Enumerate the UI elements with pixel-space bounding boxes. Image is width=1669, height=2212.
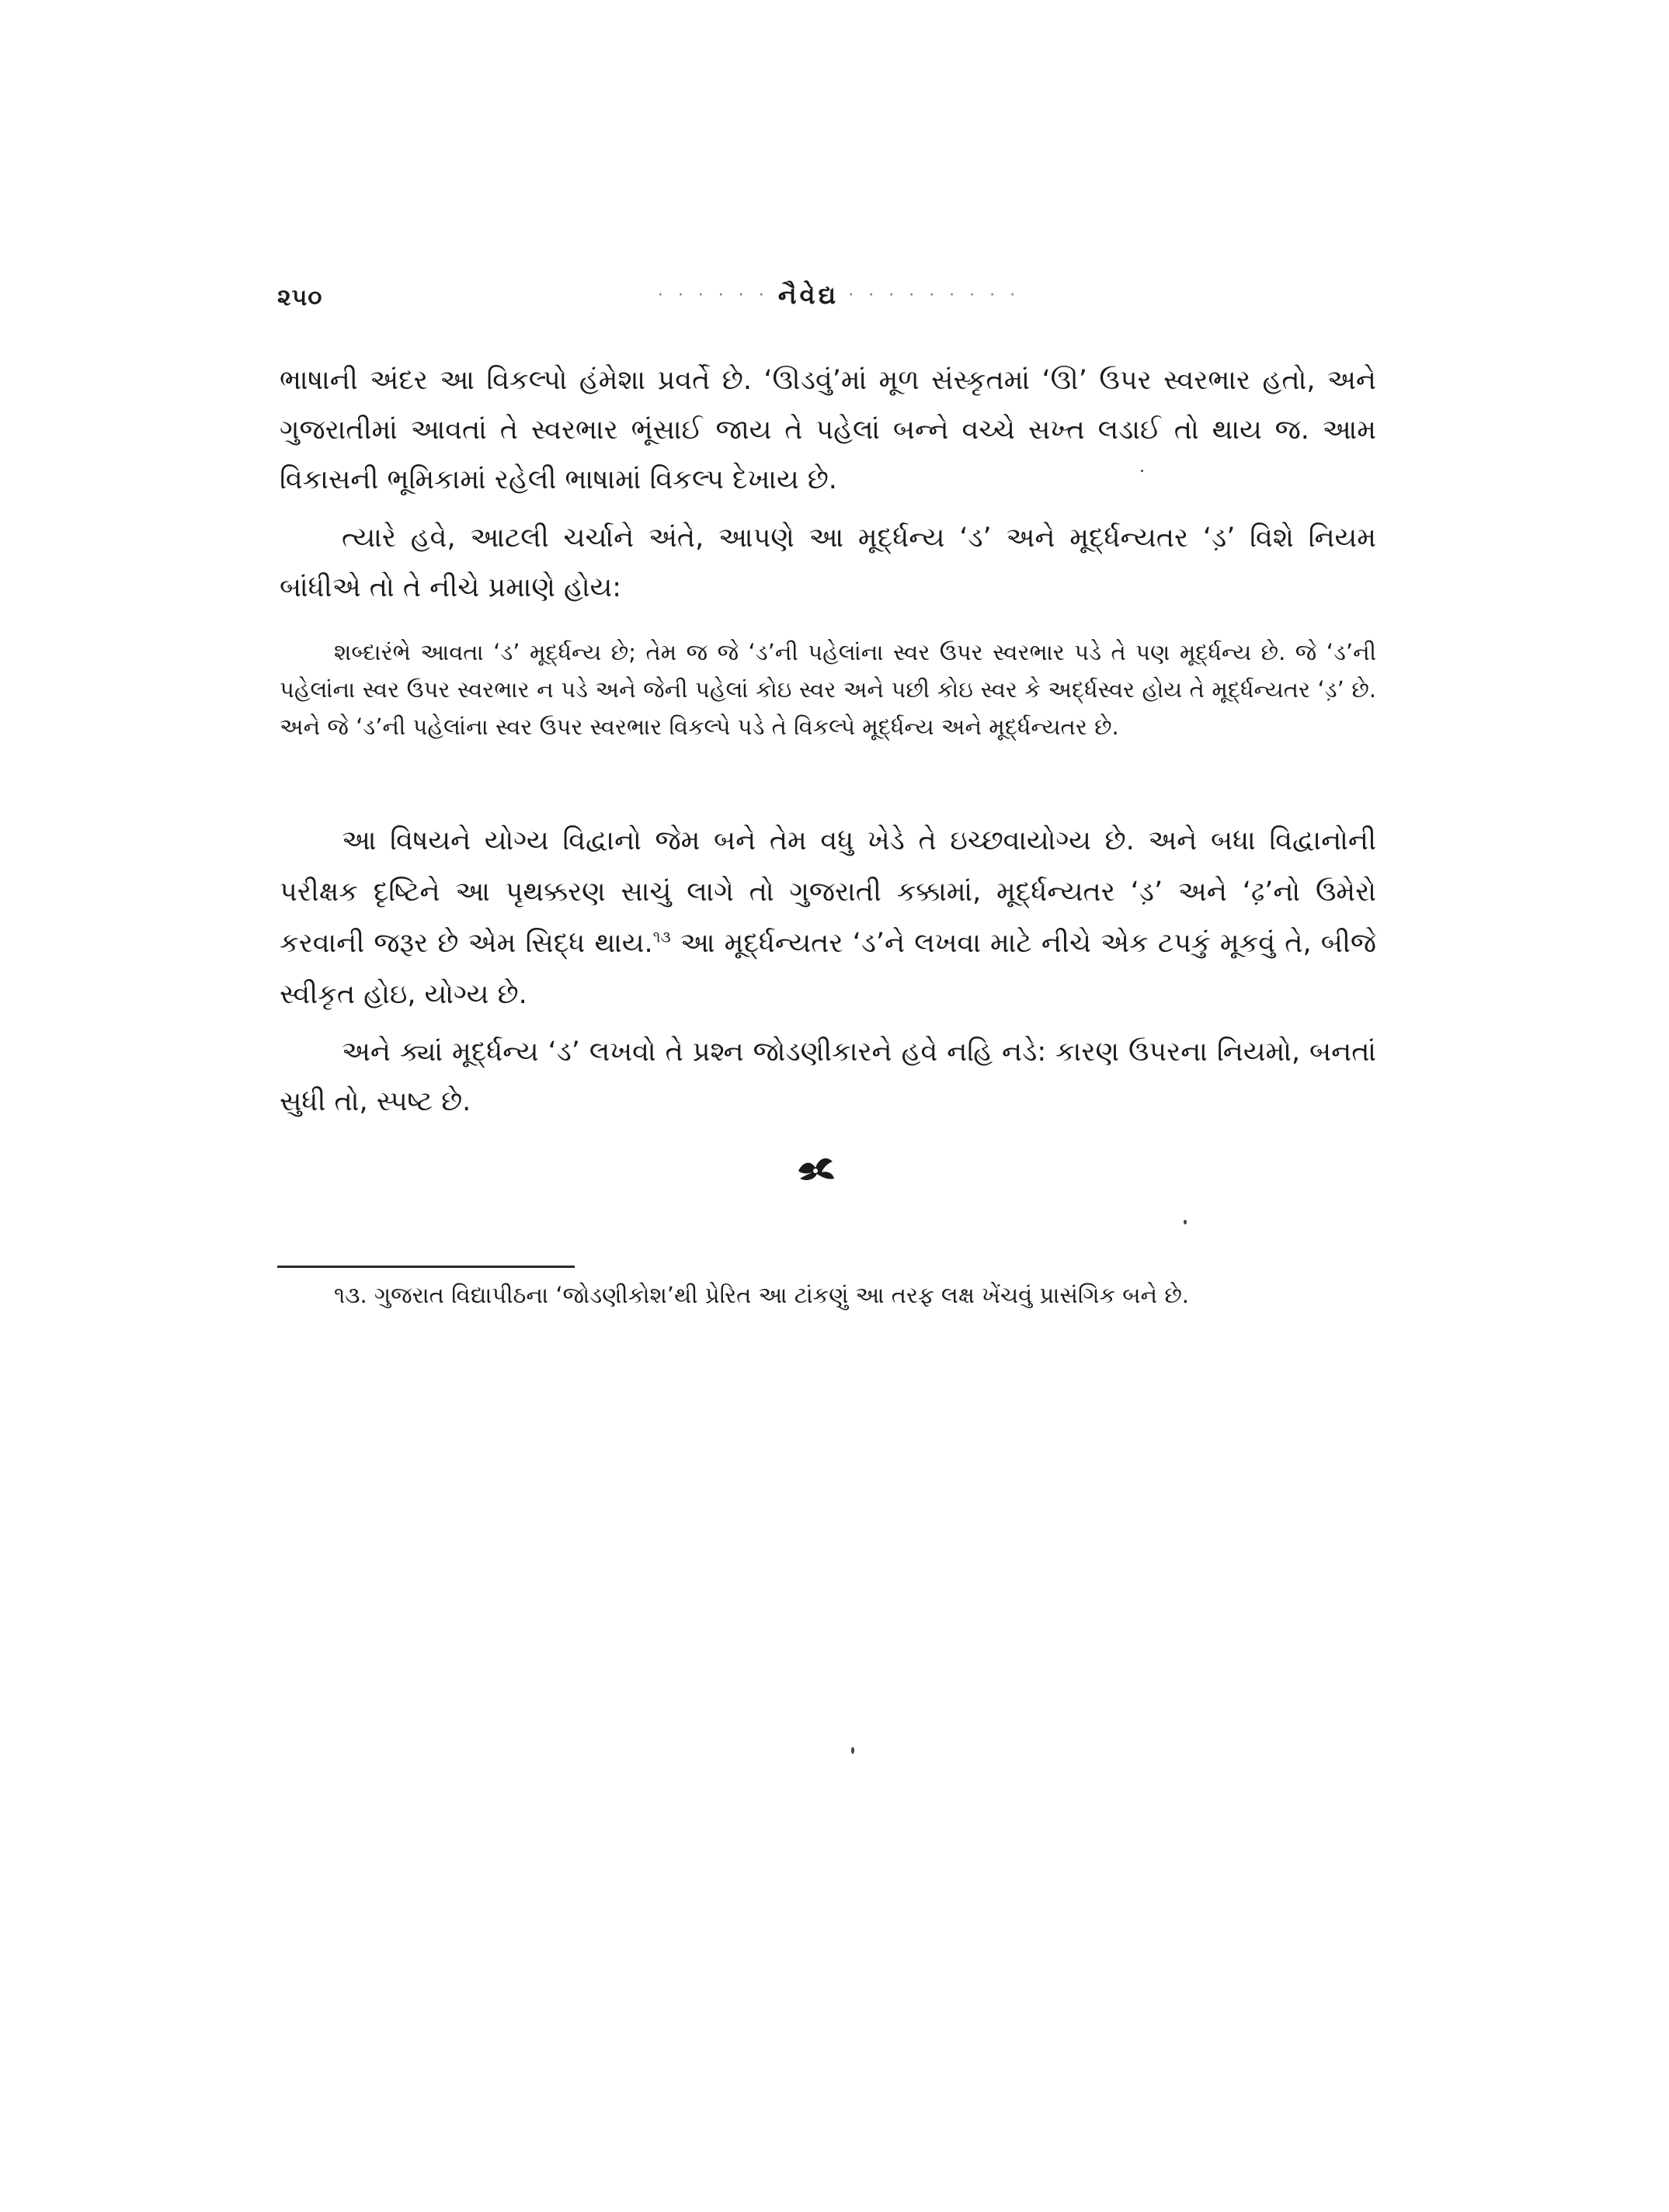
paragraph-4-text-a: આ વિષયને યોગ્ય વિદ્વાનો જેમ બને તેમ વધુ ખેડે તે ઇચ્છવાયોગ્ય છે. અને બધા વિદ્વાનોની પરીક્ષક દૃષ્ટિને આ પૃથક્કરણ સાચું લાગે તો ગુજરાતી કક્કામાં, મૂર્દ્ધન્યતર ‘ડ઼’ અને ‘ઢ઼’નો ઉમેરો કરવાની જરૂર છે એમ સિદ્ધ થાય. <box>280 825 1376 959</box>
running-head-dots-right: · · · · · · · · · <box>848 285 1021 305</box>
running-head <box>544 280 1134 311</box>
page-number: ૨૫૦ <box>277 284 323 311</box>
scan-speck <box>851 1747 854 1754</box>
rule-paragraph: શબ્દારંભે આવતા ‘ડ’ મૂર્દ્ધન્ય છે; તેમ જ જે ‘ડ’ની પહેલાંના સ્વર ઉપર સ્વરભાર પડે તે પણ મૂર્દ્ધન્ય છે. જે ‘ડ’ની પહેલાંના સ્વર ઉપર સ્વરભાર ન પડે અને જેની પહેલાં કોઇ સ્વર અને પછી કોઇ સ્વર કે અર્દ્ધસ્વર હોય તે મૂર્દ્ધન્યતર ‘ડ઼’ છે. અને જે ‘ડ’ની પહેલાંના સ્વર ઉપર સ્વરભાર વિકલ્પે પડે તે વિકલ્પે મૂર્દ્ધન્ય અને મૂર્દ્ધન્યતર છે. <box>280 639 1376 740</box>
running-head-dots-left: · · · · · · <box>657 285 769 305</box>
footnote-reference: ૧૩ <box>652 927 671 946</box>
running-head-title: નૈવેદ્ય <box>777 280 840 310</box>
paragraph-4-text-b: આ મૂર્દ્ધન્યતર ‘ડ’ને લખવા માટે નીચે એક ટપકું મૂકવું તે, બીજે સ્વીકૃત હોઇ, યોગ્ય છે. <box>280 928 1377 1010</box>
paragraph-4 <box>280 815 1376 1020</box>
scan-speck <box>1141 470 1143 472</box>
scan-speck <box>1184 1220 1187 1224</box>
paragraph-2: ત્યારે હવે, આટલી ચર્ચાને અંતે, આપણે આ મૂર્દ્ધન્ય ‘ડ’ અને મૂર્દ્ધન્યતર ‘ડ઼’ વિશે નિયમ બાંધીએ તો તે નીચે પ્રમાણે હોય: <box>280 523 1376 603</box>
footnote-divider <box>277 1266 575 1268</box>
paragraph-5: અને ક્યાં મૂર્દ્ધન્ય ‘ડ’ લખવો તે પ્રશ્ન જોડણીકારને હવે નહિ નડે: કારણ ઉપરના નિયમો, બનતાં સુધી તો, સ્પષ્ટ છે. <box>280 1037 1376 1117</box>
footnote: ૧૩. ગુજરાત વિદ્યાપીઠના ‘જોડણીકોશ’થી પ્રેરિત આ ટાંકણું આ તરફ લક્ષ ખેંચવું પ્રાસંગિક બને છે. <box>334 1282 1190 1308</box>
paragraph-1: ભાષાની અંદર આ વિકલ્પો હંમેશા પ્રવર્તે છે. ‘ઊડવું’માં મૂળ સંસ્કૃતમાં ‘ઊ’ ઉપર સ્વરભાર હતો, અને ગુજરાતીમાં આવતાં તે સ્વરભાર ભૂંસાઈ જાય તે પહેલાં બન્ને વચ્ચે સખ્ત લડાઈ તો થાય જ. આમ વિકાસની ભૂમિકામાં રહેલી ભાષામાં વિકલ્પ દેખાય છે. <box>280 365 1376 495</box>
fleuron-ornament-icon <box>792 1148 839 1186</box>
